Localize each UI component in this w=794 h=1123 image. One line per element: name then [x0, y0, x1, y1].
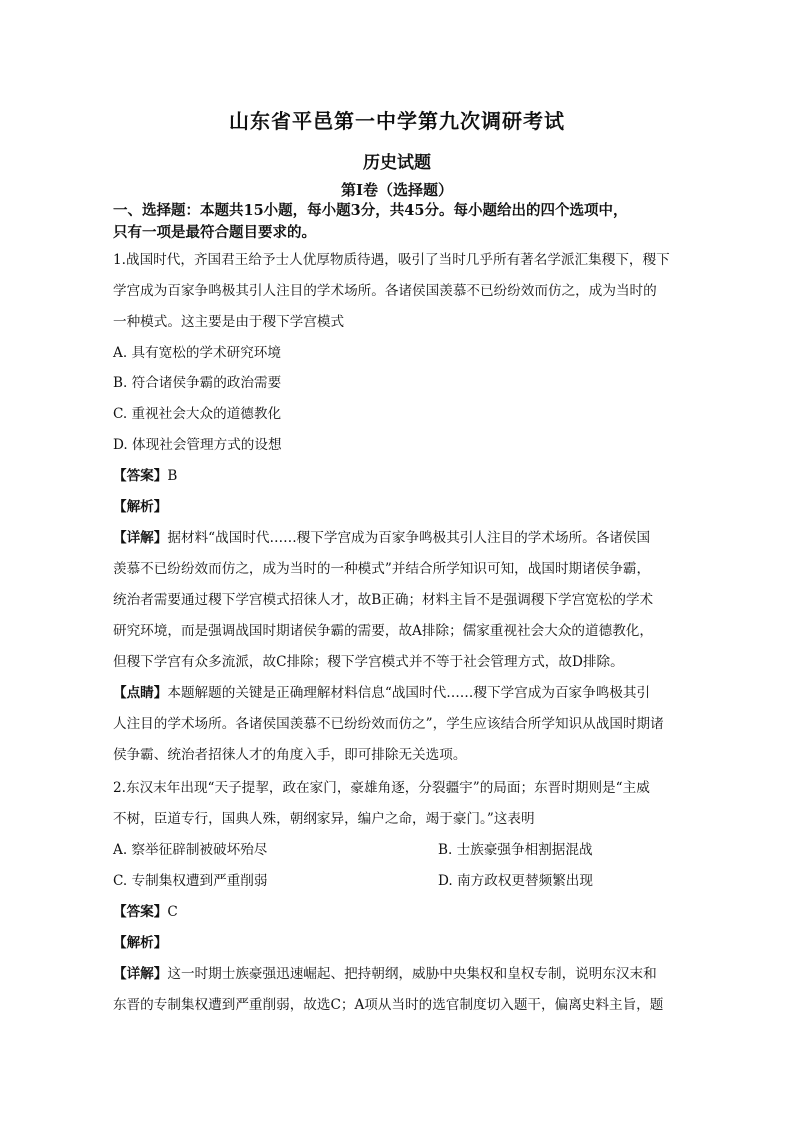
q1-detail-line: 统治者需要通过稷下学宫模式招徕人才，故B正确；材料主旨不是强调稷下学宫宽松的学术 — [113, 592, 654, 608]
answer-value: C — [167, 904, 178, 920]
q1-stem-line: 1.战国时代，齐国君王给予士人优厚物质待遇，吸引了当时几乎所有著名学派汇集稷下，稷下 — [113, 252, 670, 268]
page-subtitle: 历史试题 — [363, 153, 431, 173]
q1-detail-line: 研究环境，而是强调战国时期诸侯争霸的需要，故A排除；儒家重视社会大众的道德教化， — [113, 623, 653, 639]
detail-tag: 【详解】 — [113, 966, 168, 982]
analysis-tag: 【解析】 — [113, 499, 168, 515]
page-title: 山东省平邑第一中学第九次调研考试 — [229, 109, 565, 133]
q2-stem-line: 不树，臣道专行，国典人殊，朝纲家异，编户之命，竭于豪门。”这表明 — [113, 811, 535, 827]
q1-option-c: C. 重视社会大众的道德教化 — [113, 406, 282, 422]
q1-tip-line: 侯争霸、统治者招徕人才的角度入手，即可排除无关选项。 — [113, 747, 467, 763]
q1-option-b: B. 符合诸侯争霸的政治需要 — [113, 375, 282, 391]
q2-answer — [113, 902, 693, 922]
answer-tag: 【答案】 — [113, 468, 168, 484]
q2-option-d: D. 南方政权更替频繁出现 — [438, 873, 593, 889]
q1-detail-line: 但稷下学宫有众多流派，故C排除；稷下学宫模式并不等于社会管理方式，故D排除。 — [113, 654, 624, 670]
q1-detail-line: 【详解】据材料“战国时代……稷下学宫成为百家争鸣极其引人注目的学术场所。各诸侯国 — [113, 530, 651, 546]
q2-detail-line: 东晋的专制集权遭到严重削弱，故选C；A项从当时的选官制度切入题干，偏离史料主旨，题 — [113, 997, 664, 1013]
answer-tag: 【答案】 — [113, 904, 168, 920]
q1-stem-line: 学宫成为百家争鸣极其引人注目的学术场所。各诸侯国羡慕不已纷纷效而仿之，成为当时的 — [113, 283, 657, 299]
q1-answer — [113, 466, 693, 486]
q1-option-a: A. 具有宽松的学术研究环境 — [113, 345, 281, 361]
q1-stem-line: 一种模式。这主要是由于稷下学宫模式 — [113, 314, 345, 330]
q1-tip-line: 人注目的学术场所。各诸侯国羡慕不已纷纷效而仿之”，学生应该结合所学知识从战国时期诸 — [113, 716, 664, 732]
q1-analysis-tag — [113, 497, 693, 517]
q1-option-d: D. 体现社会管理方式的设想 — [113, 437, 282, 453]
q2-option-c: C. 专制集权遭到严重削弱 — [113, 873, 268, 889]
q1-tip-line: 【点睛】本题解题的关键是正确理解材料信息“战国时代……稷下学宫成为百家争鸣极其引 — [113, 685, 651, 701]
tip-tag: 【点睛】 — [113, 685, 168, 701]
detail-tag: 【详解】 — [113, 530, 168, 546]
section-instructions-line1: 一、选择题：本题共15小题，每小题3分，共45分。每小题给出的四个选项中， — [113, 202, 628, 219]
volume-heading: 第I卷（选择题） — [340, 181, 454, 199]
q1-detail-line: 羡慕不已纷纷效而仿之，成为当时的一种模式”并结合所学知识可知，战国时期诸侯争霸， — [113, 561, 651, 577]
section-instructions-line2: 只有一项是最符合题目要求的。 — [113, 224, 316, 241]
answer-value: B — [167, 468, 178, 484]
q2-option-a: A. 察举征辟制被破坏殆尽 — [113, 842, 268, 858]
analysis-tag: 【解析】 — [113, 935, 168, 951]
q2-detail-line: 【详解】这一时期士族豪强迅速崛起、把持朝纲，威胁中央集权和皇权专制，说明东汉末和 — [113, 966, 657, 982]
q2-option-b: B. 士族豪强争相割据混战 — [438, 842, 593, 858]
q2-analysis-tag — [113, 933, 693, 953]
q2-stem-line: 2.东汉末年出现“天子提挈，政在家门，豪雄角逐，分裂疆宇”的局面；东晋时期则是“主威 — [113, 780, 650, 796]
